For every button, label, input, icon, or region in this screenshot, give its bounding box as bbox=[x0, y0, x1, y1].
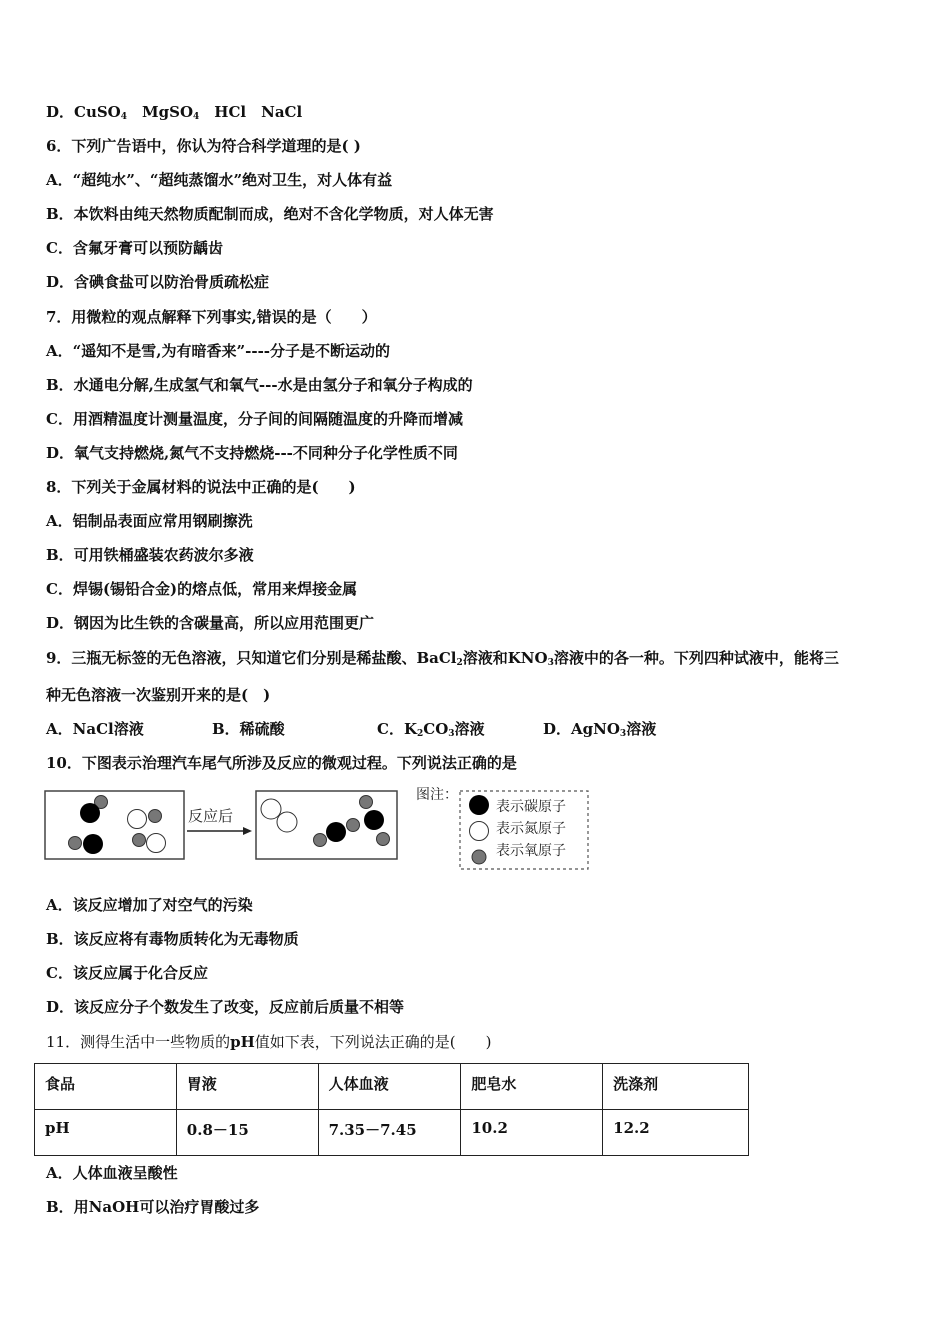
q10-option-d: D．该反应分子个数发生了改变，反应前后质量不相等 bbox=[46, 998, 405, 1016]
table-row bbox=[35, 1064, 749, 1110]
carbon-atom bbox=[80, 803, 100, 823]
nitrogen-atom bbox=[147, 834, 166, 853]
q8-option-c: C．焊锡(锡铅合金)的熔点低，常用来焊接金属 bbox=[46, 580, 358, 598]
reaction-diagram bbox=[44, 783, 592, 875]
arrow-head bbox=[243, 827, 252, 835]
table-cell: 胃液 bbox=[176, 1064, 318, 1110]
q6-stem: 6．下列广告语中，你认为符合科学道理的是( ) bbox=[46, 137, 361, 155]
q7-option-d: D．氧气支持燃烧,氮气不支持燃烧---不同种分子化学性质不同 bbox=[46, 444, 458, 462]
q9-stem-line2: 种无色溶液一次鉴别开来的是( ) bbox=[46, 686, 271, 704]
table-cell: 0.8－15 bbox=[176, 1110, 318, 1156]
oxygen-atom bbox=[69, 837, 82, 850]
nitrogen-atom bbox=[128, 810, 147, 829]
table-cell: pH bbox=[35, 1110, 177, 1156]
q6-option-c: C．含氟牙膏可以预防龋齿 bbox=[46, 239, 223, 257]
arrow-label: 反应后 bbox=[188, 807, 234, 825]
q8-option-a: A．铝制品表面应常用钢刷擦洗 bbox=[46, 512, 253, 530]
oxygen-atom bbox=[133, 834, 146, 847]
q9-option-d: D．AgNO$_3$溶液 bbox=[543, 720, 657, 739]
table-cell: 7.35－7.45 bbox=[318, 1110, 461, 1156]
q8-option-b: B．可用铁桶盛装农药波尔多液 bbox=[46, 546, 254, 564]
table-cell: 肥皂水 bbox=[461, 1064, 603, 1110]
q8-stem: 8．下列关于金属材料的说法中正确的是( ) bbox=[46, 478, 356, 496]
legend-nitrogen-label: 表示氮原子 bbox=[496, 821, 566, 837]
q6-option-b: B．本饮料由纯天然物质配制而成，绝对不含化学物质，对人体无害 bbox=[46, 205, 494, 223]
q8-option-d: D．钢因为比生铁的含碳量高，所以应用范围更广 bbox=[46, 614, 375, 632]
table-cell: 洗涤剂 bbox=[603, 1064, 749, 1110]
legend-nitrogen-icon bbox=[470, 822, 489, 841]
q9-option-a: A．NaCl溶液 bbox=[46, 720, 144, 738]
oxygen-atom bbox=[314, 834, 327, 847]
q11-option-b: B．用NaOH可以治疗胃酸过多 bbox=[46, 1198, 260, 1216]
q9-stem-line1: 9．三瓶无标签的无色溶液，只知道它们分别是稀盐酸、BaCl$_2$溶液和$KNO_3$溶液中的各一种。下列四种试液中，能将三 bbox=[46, 649, 839, 668]
q7-option-a: A．“遥知不是雪,为有暗香来”----分子是不断运动的 bbox=[46, 342, 391, 360]
q6-option-d: D．含碘食盐可以防治骨质疏松症 bbox=[46, 273, 270, 291]
q10-option-a: A．该反应增加了对空气的污染 bbox=[46, 896, 253, 914]
oxygen-atom bbox=[360, 796, 373, 809]
oxygen-atom bbox=[377, 833, 390, 846]
q9-option-b: B．稀硫酸 bbox=[212, 720, 285, 738]
q7-option-b: B．水通电分解,生成氢气和氧气---水是由氢分子和氧分子构成的 bbox=[46, 376, 473, 394]
q10-option-c: C．该反应属于化合反应 bbox=[46, 964, 208, 982]
table-cell: 食品 bbox=[35, 1064, 177, 1110]
carbon-atom bbox=[364, 810, 384, 830]
table-row bbox=[35, 1110, 749, 1156]
ph-table bbox=[34, 1063, 749, 1156]
carbon-atom bbox=[326, 822, 346, 842]
oxygen-atom bbox=[347, 819, 360, 832]
oxygen-atom bbox=[149, 810, 162, 823]
table-cell: 12.2 bbox=[603, 1110, 749, 1156]
q11-stem: 11．测得生活中一些物质的pH值如下表，下列说法正确的是( ) bbox=[46, 1033, 492, 1051]
q5-option-d: D．CuSO$_4$ MgSO$_4$ HCl NaCl bbox=[46, 103, 303, 122]
legend-oxygen-label: 表示氧原子 bbox=[496, 843, 566, 859]
q7-stem: 7．用微粒的观点解释下列事实,错误的是（ ） bbox=[46, 308, 377, 326]
q7-option-c: C．用酒精温度计测量温度，分子间的间隔随温度的升降而增减 bbox=[46, 410, 463, 428]
legend-carbon-label: 表示碳原子 bbox=[496, 799, 566, 815]
nitrogen-atom bbox=[277, 812, 297, 832]
q10-option-b: B．该反应将有毒物质转化为无毒物质 bbox=[46, 930, 299, 948]
legend-title: 图注： bbox=[416, 787, 458, 803]
q9-option-c: C．$K_2CO_3$溶液 bbox=[377, 720, 485, 739]
table-cell: 人体血液 bbox=[318, 1064, 461, 1110]
carbon-atom bbox=[83, 834, 103, 854]
nitrogen-atom bbox=[261, 799, 281, 819]
q10-stem: 10．下图表示治理汽车尾气所涉及反应的微观过程。下列说法正确的是 bbox=[46, 754, 517, 772]
legend-oxygen-icon bbox=[472, 850, 486, 864]
legend-carbon-icon bbox=[469, 795, 489, 815]
table-cell: 10.2 bbox=[461, 1110, 603, 1156]
q11-option-a: A．人体血液呈酸性 bbox=[46, 1164, 178, 1182]
q6-option-a: A．“超纯水”、“超纯蒸馏水”绝对卫生，对人体有益 bbox=[46, 171, 393, 189]
